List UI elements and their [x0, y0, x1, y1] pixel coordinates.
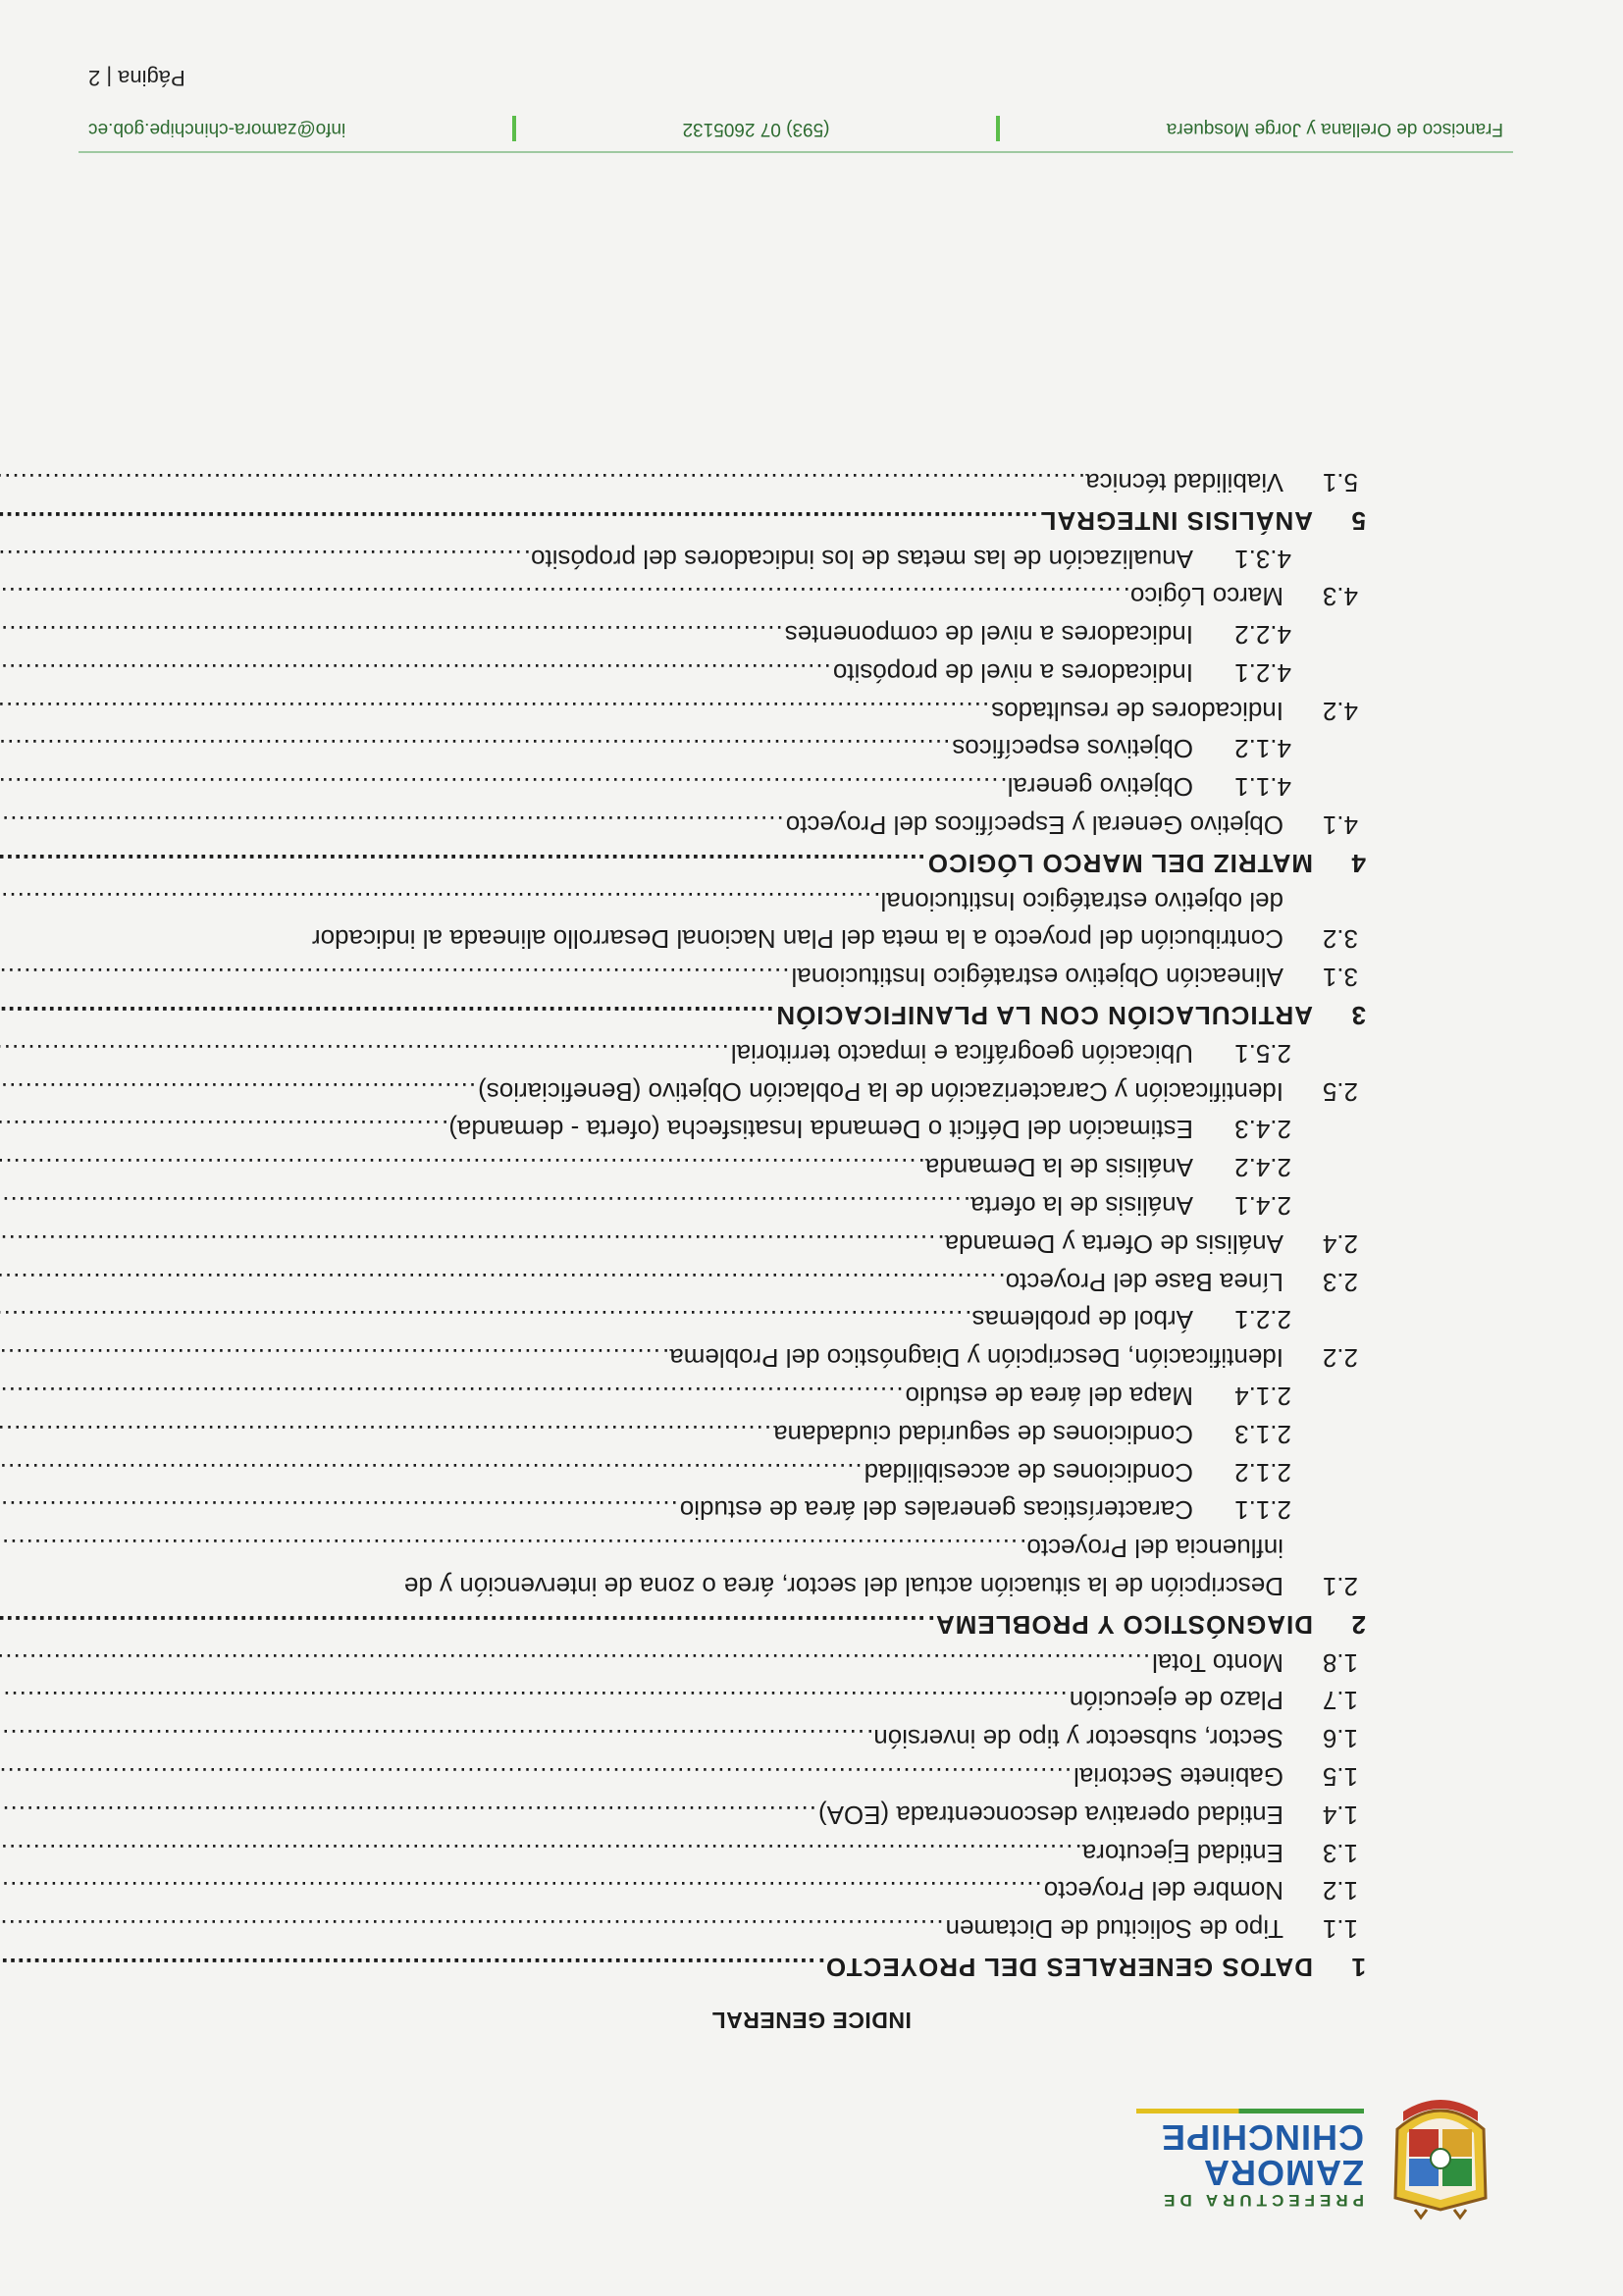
toc-entry-title: Monto Total: [1152, 1647, 1283, 1678]
brand-color-bar: [1136, 2109, 1364, 2113]
toc-dot-leader: [0, 1034, 729, 1072]
toc-entry-number: 3: [1350, 1001, 1366, 1031]
toc-entry[interactable]: [98, 1148, 1366, 1186]
toc-entry-title: Mapa del área de estudio: [905, 1382, 1193, 1412]
toc-entry-title: Indicadores a nivel de componentes: [784, 620, 1193, 651]
toc-entry-title: Condiciones de seguridad ciudadana: [773, 1419, 1193, 1449]
toc-entry-number: 2.4.1: [1234, 1191, 1291, 1222]
toc-dot-leader: [0, 1682, 1068, 1720]
toc-entry[interactable]: [98, 1225, 1366, 1263]
toc-entry-title: Identificación y Caracterización de la Población Objetivo (Beneficiarios): [478, 1076, 1283, 1107]
toc-entry-title: MATRIZ DEL MARCO LÓGICO: [926, 848, 1313, 878]
toc-entry-title: Marco Lógico.: [1123, 582, 1283, 612]
toc-entry[interactable]: [98, 996, 1366, 1034]
toc-entry-title: Ubicación geográfica e impacto territorial: [730, 1038, 1193, 1069]
toc-entry-number: 1.2: [1322, 1876, 1358, 1906]
toc-entry-number: 4.1.1: [1234, 772, 1291, 803]
toc-entry[interactable]: [98, 1338, 1366, 1377]
toc-entry-title: Condiciones de accesibilidad: [864, 1457, 1193, 1487]
toc-entry-number: 1.4: [1322, 1800, 1358, 1830]
toc-dot-leader: [0, 1301, 963, 1339]
toc-entry-number: 4.1: [1322, 810, 1358, 841]
toc-dot-leader: [0, 540, 522, 578]
toc-entry-title: Sector, subsector y tipo de inversión.: [866, 1724, 1283, 1754]
toc-dot-leader: [0, 1909, 944, 1948]
toc-dot-leader: [0, 768, 998, 807]
toc-dot-leader: [0, 1834, 1073, 1872]
toc-entry[interactable]: [98, 806, 1366, 844]
brand-prefix: PREFECTURA DE: [1159, 2191, 1364, 2210]
toc-dot-leader: [0, 1225, 935, 1263]
footer-email[interactable]: info@zamora-chinchipe.gob.ec: [88, 119, 346, 139]
toc-entry[interactable]: [98, 1834, 1366, 1872]
toc-dot-leader: [0, 1757, 1072, 1796]
toc-dot-leader: [0, 1453, 863, 1491]
toc-entry-number: 2.5.1: [1234, 1038, 1291, 1069]
toc-entry-title: Viabilidad técnica.: [1077, 467, 1283, 497]
toc-dot-leader: [0, 882, 871, 920]
toc-entry-title: Árbol de problemas.: [965, 1305, 1193, 1335]
footer-separator: [512, 116, 516, 141]
toc-entry-number: 1.8: [1322, 1647, 1358, 1678]
toc-entry-title: Nombre del Proyecto: [1043, 1876, 1283, 1906]
toc-entry-title: Estimación del Déficit o Demanda Insatisfecha (oferta - demanda).: [442, 1115, 1193, 1145]
toc-entry-title: Tipo de Solicitud de Dictamen: [945, 1914, 1283, 1945]
toc-entry-title: Línea Base del Proyecto.: [998, 1267, 1283, 1297]
toc-entry-title: Objetivo general.: [1000, 772, 1193, 803]
toc-entry-title: Indicadores de resultados: [991, 696, 1283, 726]
toc-dot-leader: [0, 501, 1038, 540]
toc-entry[interactable]: [98, 1377, 1366, 1415]
toc-entry-title: ARTICULACIÓN CON LA PLANIFICACIÓN: [775, 1001, 1313, 1031]
toc-dot-leader: [0, 1148, 916, 1186]
toc-entry[interactable]: [98, 1872, 1366, 1910]
toc-dot-leader: [0, 692, 989, 730]
toc-entry[interactable]: [98, 920, 1366, 959]
toc-entry[interactable]: [98, 1491, 1366, 1530]
toc-entry-number: 4.3.1: [1234, 544, 1291, 574]
toc-dot-leader: [0, 844, 925, 882]
toc-entry[interactable]: [98, 1567, 1366, 1605]
toc-entry-number: 2.4: [1322, 1228, 1358, 1259]
toc-dot-leader: [0, 996, 773, 1034]
toc-entry-number: 2.1.4: [1234, 1382, 1291, 1412]
toc-entry-title: Análisis de la oferta.: [963, 1191, 1193, 1222]
toc-entry-number: 2: [1350, 1609, 1366, 1640]
toc-entry-title: Plazo de ejecución: [1069, 1686, 1283, 1716]
page-footer: [79, 66, 1513, 153]
brand-block: [1136, 2109, 1364, 2210]
toc-entry-number: 2.4.3: [1234, 1115, 1291, 1145]
toc-entry[interactable]: [98, 1644, 1366, 1682]
toc-entry-number: 4.2.2: [1234, 620, 1291, 651]
toc-dot-leader: [0, 1186, 962, 1225]
toc-entry[interactable]: [98, 1186, 1366, 1225]
toc-entry-number: 4: [1350, 848, 1366, 878]
toc-entry-number: 4.2.1: [1234, 657, 1291, 688]
toc-entry-title: Características generales del área de estudio: [679, 1495, 1193, 1526]
toc-entry-title: Descripción de la situación actual del sector, área o zona de intervención y de: [403, 1572, 1283, 1602]
footer-separator: [996, 116, 1000, 141]
toc-entry-title: Contribución del proyecto a la meta del Plan Nacional Desarrollo alineada al indicador: [311, 924, 1283, 955]
toc-entry-number: 1.5: [1322, 1762, 1358, 1793]
toc-entry[interactable]: [98, 463, 1366, 501]
brand-name-line1: ZAMORA: [1203, 2153, 1364, 2193]
toc-entry[interactable]: [98, 1072, 1366, 1111]
toc-dot-leader: [0, 1605, 925, 1644]
page-header: [63, 2070, 1495, 2218]
toc-entry-number: 3.2: [1322, 924, 1358, 955]
toc-entry-number: 1.1: [1322, 1914, 1358, 1945]
toc-entry-title: Identificación, Descripción y Diagnóstico del Problema.: [662, 1343, 1283, 1374]
toc-dot-leader: [0, 958, 789, 996]
toc-entry-continuation: [98, 882, 1366, 920]
toc-dot-leader: [0, 653, 831, 692]
toc-entry[interactable]: [98, 1948, 1366, 1986]
toc-entry-number: 2.1: [1322, 1572, 1358, 1602]
toc-entry-title: DATOS GENERALES DEL PROYECTO.: [816, 1953, 1313, 1982]
footer-contact-row: [79, 116, 1513, 151]
toc-entry-number: 2.2.1: [1234, 1305, 1291, 1335]
toc-entry-number: 2.4.2: [1234, 1153, 1291, 1183]
toc-entry[interactable]: [98, 1453, 1366, 1491]
toc-dot-leader: [0, 806, 784, 844]
toc-dot-leader: [0, 1338, 660, 1377]
toc-dot-leader: [0, 1377, 904, 1415]
toc-entry-number: 1: [1350, 1953, 1366, 1982]
toc-entry[interactable]: [98, 653, 1366, 692]
toc-dot-leader: [0, 1529, 1018, 1567]
toc-entry-title: DIAGNÓSTICO Y PROBLEMA.: [926, 1609, 1313, 1640]
toc-entry[interactable]: [98, 540, 1366, 578]
toc-entry-number: 2.1.3: [1234, 1419, 1291, 1449]
toc-entry[interactable]: [98, 1415, 1366, 1453]
brand-name-line2: CHINCHIPE: [1160, 2117, 1364, 2158]
toc-entry-title-cont: del objetivo estratégico Institucional.: [873, 886, 1283, 916]
toc-entry[interactable]: [98, 730, 1366, 768]
table-of-contents: [98, 463, 1366, 1986]
toc-entry-number: 2.5: [1322, 1076, 1358, 1107]
toc-entry-number: 1.3: [1322, 1838, 1358, 1868]
toc-dot-leader: [0, 1948, 815, 1986]
toc-entry[interactable]: [98, 1605, 1366, 1644]
toc-entry-title: Anualización de las metas de los indicadores del propósito.: [523, 544, 1193, 574]
toc-entry-continuation: [98, 1529, 1366, 1567]
toc-entry-title: Alineación Objetivo estratégico Institucional: [791, 963, 1283, 993]
toc-dot-leader: [0, 578, 1122, 616]
toc-entry[interactable]: [98, 501, 1366, 540]
toc-entry[interactable]: [98, 1796, 1366, 1834]
toc-dot-leader: [0, 1719, 864, 1757]
toc-entry-number: 1.6: [1322, 1724, 1358, 1754]
toc-entry-title: Análisis de la Demanda.: [917, 1153, 1193, 1183]
toc-entry[interactable]: [98, 1909, 1366, 1948]
toc-entry[interactable]: [98, 958, 1366, 996]
toc-dot-leader: [0, 1263, 996, 1301]
toc-entry-number: 4.3: [1322, 582, 1358, 612]
toc-entry[interactable]: [98, 768, 1366, 807]
index-title: INDICE GENERAL: [711, 2008, 912, 2033]
toc-dot-leader: [0, 1796, 816, 1834]
toc-entry[interactable]: [98, 578, 1366, 616]
toc-entry-title: Gabinete Sectorial: [1073, 1762, 1283, 1793]
footer-address: Francisco de Orellana y Jorge Mosquera: [1166, 119, 1503, 139]
page-number: Página | 2: [88, 66, 185, 90]
toc-dot-leader: [0, 1415, 771, 1453]
toc-entry[interactable]: [98, 1263, 1366, 1301]
toc-entry[interactable]: [98, 692, 1366, 730]
toc-entry-title: Objetivo General y Específicos del Proyecto: [785, 810, 1283, 841]
toc-entry-title: Entidad operativa desconcentrada (EOA): [817, 1800, 1283, 1830]
toc-entry-title-cont: influencia del Proyecto.: [1020, 1534, 1283, 1564]
toc-entry[interactable]: [98, 615, 1366, 653]
toc-entry-number: 2.3: [1322, 1267, 1358, 1297]
toc-entry-number: 2.1.2: [1234, 1457, 1291, 1487]
toc-entry-number: 4.2: [1322, 696, 1358, 726]
toc-entry-title: Análisis de Oferta y Demanda.: [937, 1228, 1283, 1259]
prefecture-coat-of-arms-icon: [1386, 2088, 1495, 2218]
toc-dot-leader: [0, 1644, 1150, 1682]
toc-entry-title: Objetivos específicos: [952, 734, 1193, 764]
toc-entry-number: 2.2: [1322, 1343, 1358, 1374]
toc-entry[interactable]: [98, 1034, 1366, 1072]
footer-divider: [79, 151, 1513, 153]
toc-dot-leader: [0, 1072, 476, 1111]
toc-entry[interactable]: [98, 1719, 1366, 1757]
toc-dot-leader: [0, 1491, 678, 1530]
toc-entry[interactable]: [98, 1301, 1366, 1339]
toc-entry[interactable]: [98, 1111, 1366, 1149]
toc-entry-number: 2.1.1: [1234, 1495, 1291, 1526]
toc-dot-leader: [0, 1872, 1042, 1910]
toc-entry[interactable]: [98, 1682, 1366, 1720]
toc-entry-title: Indicadores a nivel de propósito: [832, 657, 1193, 688]
toc-entry-number: 5.1: [1322, 467, 1358, 497]
toc-entry[interactable]: [98, 844, 1366, 882]
toc-entry-number: 5: [1350, 505, 1366, 536]
toc-entry-number: 4.1.2: [1234, 734, 1291, 764]
toc-entry-number: 1.7: [1322, 1686, 1358, 1716]
footer-phone: (593) 07 2605132: [682, 119, 830, 139]
toc-dot-leader: [0, 615, 783, 653]
toc-entry-title: ANÁLISIS INTEGRAL: [1039, 505, 1313, 536]
toc-dot-leader: [0, 1111, 440, 1149]
toc-entry-title: Entidad Ejecutora.: [1074, 1838, 1283, 1868]
toc-entry-number: 3.1: [1322, 963, 1358, 993]
toc-entry[interactable]: [98, 1757, 1366, 1796]
toc-dot-leader: [0, 463, 1076, 501]
toc-dot-leader: [0, 730, 950, 768]
